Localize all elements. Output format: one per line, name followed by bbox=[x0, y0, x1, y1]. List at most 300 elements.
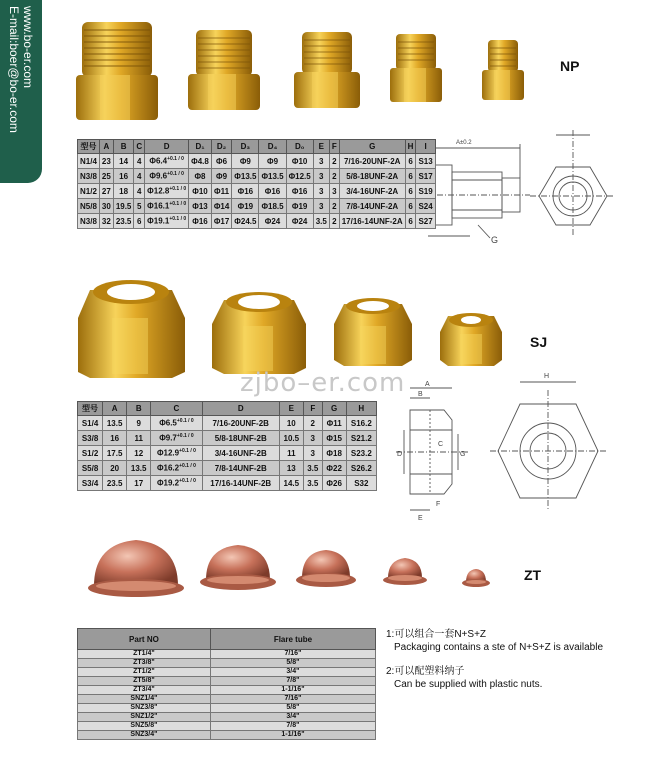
table-cell bbox=[259, 154, 286, 169]
cell-value: 3 bbox=[310, 433, 315, 443]
notes bbox=[386, 628, 603, 691]
table-cell bbox=[99, 214, 113, 229]
sj-drawing-label-g: G bbox=[460, 451, 466, 458]
table-cell bbox=[103, 461, 127, 476]
table-cell bbox=[202, 431, 279, 446]
cell-value: 10 bbox=[286, 418, 296, 428]
cell-value: 3/4-16UNF-2A bbox=[346, 186, 399, 196]
cell-value: 3.5 bbox=[307, 463, 319, 473]
table-cell bbox=[313, 214, 329, 229]
table-cell bbox=[145, 199, 189, 214]
cell-value: Φ16 bbox=[237, 186, 254, 196]
cell-value: Φ19 bbox=[291, 201, 308, 211]
cell-value: 14.5 bbox=[283, 478, 300, 488]
cell-value: 13.5 bbox=[106, 418, 123, 428]
table-cell bbox=[211, 169, 231, 184]
cell-value: 6 bbox=[408, 156, 413, 166]
table-row bbox=[78, 686, 376, 695]
cell-value: 13.5 bbox=[130, 463, 147, 473]
cell-value: 30 bbox=[101, 201, 111, 211]
tolerance-mark: +0.1 / 0 bbox=[179, 463, 196, 470]
cell-value: Φ10 bbox=[291, 156, 308, 166]
table-cell bbox=[232, 154, 259, 169]
table-cell bbox=[78, 476, 103, 491]
table-cell bbox=[189, 199, 212, 214]
cell-value: 25 bbox=[101, 171, 111, 181]
cell-value: Φ6.5 bbox=[159, 418, 177, 428]
sj-drawing-label-c: C bbox=[438, 441, 444, 448]
np-fitting-images bbox=[76, 22, 524, 120]
table-cell bbox=[329, 184, 339, 199]
table-row bbox=[78, 650, 376, 659]
np-header-cell: G bbox=[339, 140, 405, 154]
zt-header-cell: Flare tube bbox=[210, 629, 375, 650]
table-cell bbox=[99, 154, 113, 169]
table-cell bbox=[416, 214, 435, 229]
note-1-en: Packaging contains a ste of N+S+Z is available bbox=[394, 642, 604, 653]
np-drawing-label-g: G bbox=[491, 235, 499, 245]
cell-value: 2 bbox=[332, 156, 337, 166]
table-cell bbox=[346, 431, 376, 446]
cell-value: ZT3/8" bbox=[133, 659, 155, 666]
table-cell bbox=[313, 184, 329, 199]
zt-cap-5 bbox=[462, 569, 490, 587]
cell-value: N3/8 bbox=[80, 171, 97, 181]
table-cell bbox=[211, 184, 231, 199]
table-cell bbox=[78, 650, 211, 659]
np-fitting-5 bbox=[482, 40, 524, 100]
cell-value: 13 bbox=[286, 463, 296, 473]
watermark: zjbo–er.com bbox=[240, 368, 406, 398]
table-cell bbox=[339, 214, 405, 229]
table-cell bbox=[78, 722, 211, 731]
cell-value: N1/2 bbox=[80, 186, 97, 196]
cell-value: 6 bbox=[408, 216, 413, 226]
cell-value: S26.2 bbox=[350, 463, 372, 473]
tolerance-mark: +0.1 / 0 bbox=[169, 216, 187, 223]
cell-value: 7/16-20UNF-2B bbox=[212, 418, 269, 428]
table-cell bbox=[211, 214, 231, 229]
cell-value: 3.5 bbox=[307, 478, 319, 488]
cell-value: 23.5 bbox=[115, 216, 132, 226]
note-2-cn: 2:可以配塑料纳子 bbox=[386, 666, 465, 677]
table-cell bbox=[78, 184, 100, 199]
table-cell bbox=[78, 704, 211, 713]
table-cell bbox=[416, 199, 435, 214]
table-cell bbox=[145, 214, 189, 229]
cell-value: 3 bbox=[319, 186, 324, 196]
cell-value: Φ26 bbox=[326, 478, 342, 488]
cell-value: 3.5 bbox=[315, 216, 327, 226]
table-cell bbox=[189, 214, 212, 229]
cell-value: 4 bbox=[137, 156, 142, 166]
table-row bbox=[78, 431, 377, 446]
cell-value: 32 bbox=[101, 216, 111, 226]
sj-drawing-label-h: H bbox=[544, 373, 550, 380]
table-cell bbox=[78, 659, 211, 668]
cell-value: 19.5 bbox=[115, 201, 132, 211]
table-row bbox=[78, 169, 436, 184]
table-cell bbox=[322, 476, 346, 491]
table-cell bbox=[322, 431, 346, 446]
tolerance-mark: +0.1 / 0 bbox=[176, 418, 194, 425]
website-text: www.bo-er.com bbox=[21, 6, 35, 89]
cell-value: 11 bbox=[134, 433, 143, 443]
table-cell bbox=[189, 169, 212, 184]
sj-header-cell: F bbox=[303, 402, 322, 416]
table-cell bbox=[103, 416, 127, 431]
zt-header-cell: Part NO bbox=[78, 629, 211, 650]
cell-value: ZT1/2" bbox=[133, 668, 155, 675]
sj-spec-table bbox=[77, 401, 377, 491]
table-cell bbox=[151, 461, 202, 476]
cell-value: Φ13.5 bbox=[234, 171, 257, 181]
cell-value: SNZ1/2" bbox=[130, 713, 158, 720]
table-cell bbox=[151, 431, 202, 446]
table-cell bbox=[127, 476, 151, 491]
zt-cap-2 bbox=[200, 545, 276, 590]
table-cell bbox=[134, 169, 145, 184]
table-cell bbox=[103, 476, 127, 491]
np-header-cell: A bbox=[99, 140, 113, 154]
cell-value: 17/16-14UNF-2A bbox=[341, 216, 403, 226]
table-cell bbox=[405, 169, 416, 184]
np-header-cell: E bbox=[313, 140, 329, 154]
table-cell bbox=[202, 476, 279, 491]
table-cell bbox=[346, 461, 376, 476]
note-2-en: Can be supplied with plastic nuts. bbox=[394, 679, 543, 690]
table-cell bbox=[346, 446, 376, 461]
cell-value: 27 bbox=[101, 186, 111, 196]
table-cell bbox=[189, 184, 212, 199]
table-cell bbox=[99, 199, 113, 214]
cell-value: 6 bbox=[408, 201, 413, 211]
table-cell bbox=[113, 154, 134, 169]
cell-value: Φ19 bbox=[237, 201, 254, 211]
table-cell bbox=[313, 154, 329, 169]
cell-value: 7/8-14UNF-2A bbox=[346, 201, 399, 211]
cell-value: 10.5 bbox=[283, 433, 300, 443]
table-cell bbox=[286, 214, 313, 229]
table-cell bbox=[339, 154, 405, 169]
table-cell bbox=[405, 184, 416, 199]
table-cell bbox=[78, 431, 103, 446]
table-cell bbox=[210, 659, 375, 668]
table-cell bbox=[145, 154, 189, 169]
cell-value: Φ16.1 bbox=[147, 201, 170, 211]
table-cell bbox=[232, 184, 259, 199]
table-cell bbox=[259, 214, 286, 229]
table-cell bbox=[211, 199, 231, 214]
cell-value: Φ6 bbox=[216, 156, 228, 166]
cell-value: S13 bbox=[418, 156, 433, 166]
cell-value: Φ9 bbox=[267, 156, 279, 166]
cell-value: S27 bbox=[418, 216, 433, 226]
cell-value: Φ16 bbox=[192, 216, 208, 226]
cell-value: Φ12.5 bbox=[288, 171, 311, 181]
cell-value: N1/4 bbox=[80, 156, 97, 166]
cell-value: S16.2 bbox=[350, 418, 372, 428]
cell-value: 18 bbox=[119, 186, 129, 196]
cell-value: 5/8-18UNF-2A bbox=[346, 171, 399, 181]
cell-value: 3 bbox=[332, 186, 337, 196]
cell-value: Φ24 bbox=[291, 216, 308, 226]
table-cell bbox=[416, 154, 435, 169]
table-row bbox=[78, 416, 377, 431]
table-cell bbox=[303, 476, 322, 491]
table-cell bbox=[134, 154, 145, 169]
table-cell bbox=[78, 677, 211, 686]
cell-value: Φ6.4 bbox=[149, 156, 168, 166]
table-row bbox=[78, 476, 377, 491]
cell-value: 11 bbox=[287, 448, 296, 458]
cell-value: 17.5 bbox=[106, 448, 123, 458]
table-row bbox=[78, 722, 376, 731]
sj-header-cell: H bbox=[346, 402, 376, 416]
cell-value: N3/8 bbox=[80, 216, 97, 226]
sj-header-cell: G bbox=[322, 402, 346, 416]
table-row bbox=[78, 184, 436, 199]
cell-value: S21.2 bbox=[350, 433, 372, 443]
table-cell bbox=[127, 446, 151, 461]
table-cell bbox=[78, 169, 100, 184]
cell-value: SNZ3/4" bbox=[130, 731, 158, 738]
cell-value: 3/4" bbox=[286, 713, 300, 720]
cell-value: SNZ5/8" bbox=[130, 722, 158, 729]
cell-value: 3 bbox=[319, 156, 324, 166]
table-cell bbox=[329, 154, 339, 169]
np-header-cell: C bbox=[134, 140, 145, 154]
cell-value: 4 bbox=[137, 171, 142, 181]
np-fitting-2 bbox=[188, 30, 260, 110]
cell-value: 3/4-16UNF-2B bbox=[214, 448, 267, 458]
table-cell bbox=[346, 476, 376, 491]
cell-value: N5/8 bbox=[80, 201, 97, 211]
sj-header-cell: C bbox=[151, 402, 202, 416]
cell-value: 23 bbox=[101, 156, 111, 166]
table-cell bbox=[210, 695, 375, 704]
np-header-cell: D₀ bbox=[286, 140, 313, 154]
table-row bbox=[78, 677, 376, 686]
table-row bbox=[78, 446, 377, 461]
np-fitting-3 bbox=[294, 32, 360, 108]
cell-value: 7/16" bbox=[284, 695, 302, 702]
table-cell bbox=[286, 169, 313, 184]
np-spec-table bbox=[77, 139, 436, 229]
cell-value: 2 bbox=[332, 171, 337, 181]
table-cell bbox=[303, 431, 322, 446]
cell-value: 5/8" bbox=[286, 704, 300, 711]
cell-value: ZT1/4" bbox=[133, 650, 155, 657]
cell-value: 17 bbox=[134, 478, 144, 488]
table-cell bbox=[339, 199, 405, 214]
table-cell bbox=[210, 650, 375, 659]
table-cell bbox=[286, 199, 313, 214]
sj-header-cell: 型号 bbox=[78, 402, 103, 416]
np-drawing-label-a: A±0.2 bbox=[456, 140, 472, 146]
table-cell bbox=[279, 476, 303, 491]
table-cell bbox=[78, 199, 100, 214]
np-header-cell: 型号 bbox=[78, 140, 100, 154]
cell-value: 3 bbox=[310, 448, 315, 458]
cell-value: Φ9.6 bbox=[149, 171, 168, 181]
table-cell bbox=[78, 214, 100, 229]
cell-value: Φ11 bbox=[214, 186, 230, 196]
tolerance-mark: +0.1 / 0 bbox=[176, 433, 194, 440]
table-cell bbox=[103, 431, 127, 446]
table-cell bbox=[189, 154, 212, 169]
table-cell bbox=[78, 668, 211, 677]
table-cell bbox=[322, 461, 346, 476]
cell-value: Φ15 bbox=[326, 433, 342, 443]
cell-value: Φ13 bbox=[192, 201, 208, 211]
table-cell bbox=[113, 184, 134, 199]
cell-value: Φ16 bbox=[264, 186, 281, 196]
table-cell bbox=[78, 154, 100, 169]
cell-value: S19 bbox=[418, 186, 433, 196]
cell-value: 14 bbox=[119, 156, 129, 166]
table-cell bbox=[232, 214, 259, 229]
note-1-cn: 1:可以组合一套N+S+Z bbox=[386, 629, 487, 640]
cell-value: Φ9 bbox=[216, 171, 228, 181]
table-cell bbox=[279, 431, 303, 446]
table-cell bbox=[210, 677, 375, 686]
table-cell bbox=[210, 731, 375, 740]
cell-value: 3 bbox=[319, 171, 324, 181]
table-cell bbox=[134, 184, 145, 199]
table-cell bbox=[329, 169, 339, 184]
sj-header-cell: E bbox=[279, 402, 303, 416]
sj-nut-images bbox=[78, 280, 502, 378]
cell-value: 9 bbox=[136, 418, 141, 428]
cell-value: 16 bbox=[119, 171, 129, 181]
table-row bbox=[78, 461, 377, 476]
zt-spec-table bbox=[77, 628, 376, 740]
cell-value: 2 bbox=[332, 216, 337, 226]
np-fitting-4 bbox=[390, 34, 442, 102]
cell-value: 23.5 bbox=[106, 478, 123, 488]
table-cell bbox=[127, 461, 151, 476]
sj-header-cell: A bbox=[103, 402, 127, 416]
cell-value: S1/2 bbox=[81, 448, 99, 458]
cell-value: SNZ3/8" bbox=[130, 704, 158, 711]
table-cell bbox=[145, 169, 189, 184]
table-row bbox=[78, 695, 376, 704]
table-cell bbox=[232, 169, 259, 184]
cell-value: 3/4" bbox=[286, 668, 300, 675]
cell-value: S5/8 bbox=[81, 463, 99, 473]
zt-header-row bbox=[78, 629, 376, 650]
table-cell bbox=[259, 169, 286, 184]
sj-nut-1 bbox=[78, 280, 185, 378]
cell-value: 6 bbox=[408, 186, 413, 196]
np-header-row bbox=[78, 140, 436, 154]
cell-value: Φ10 bbox=[192, 186, 208, 196]
np-header-cell: D₁ bbox=[189, 140, 212, 154]
np-header-cell: F bbox=[329, 140, 339, 154]
table-cell bbox=[113, 214, 134, 229]
table-cell bbox=[286, 184, 313, 199]
sj-section-label: SJ bbox=[530, 334, 548, 350]
cell-value: 1-1/16" bbox=[281, 731, 305, 738]
cell-value: 12 bbox=[134, 448, 144, 458]
table-cell bbox=[78, 695, 211, 704]
table-cell bbox=[322, 416, 346, 431]
table-cell bbox=[416, 169, 435, 184]
cell-value: Φ24 bbox=[264, 216, 281, 226]
table-cell bbox=[232, 199, 259, 214]
table-cell bbox=[303, 461, 322, 476]
zt-cap-4 bbox=[383, 558, 427, 585]
np-header-cell: I bbox=[416, 140, 435, 154]
table-cell bbox=[405, 154, 416, 169]
table-cell bbox=[202, 461, 279, 476]
sj-header-cell: B bbox=[127, 402, 151, 416]
zt-cap-images bbox=[88, 540, 490, 597]
cell-value: ZT3/4" bbox=[133, 686, 155, 693]
table-cell bbox=[202, 416, 279, 431]
table-row bbox=[78, 154, 436, 169]
sj-nut-4 bbox=[440, 313, 502, 366]
cell-value: S1/4 bbox=[81, 418, 99, 428]
cell-value: 7/8-14UNF-2B bbox=[214, 463, 267, 473]
tolerance-mark: +0.1 / 0 bbox=[167, 156, 184, 163]
table-row bbox=[78, 214, 436, 229]
cell-value: S23.2 bbox=[350, 448, 372, 458]
email-text: E-mail:boer@bo-er.com bbox=[7, 6, 21, 133]
table-cell bbox=[78, 461, 103, 476]
cell-value: 16 bbox=[110, 433, 120, 443]
table-cell bbox=[210, 686, 375, 695]
table-cell bbox=[210, 722, 375, 731]
cell-value: S24 bbox=[418, 201, 433, 211]
cell-value: 4 bbox=[137, 186, 142, 196]
cell-value: 6 bbox=[408, 171, 413, 181]
cell-value: 7/16-20UNF-2A bbox=[343, 156, 401, 166]
cell-value: Φ4.8 bbox=[191, 156, 209, 166]
table-cell bbox=[127, 416, 151, 431]
table-cell bbox=[405, 214, 416, 229]
tolerance-mark: +0.1 / 0 bbox=[167, 171, 184, 178]
cell-value: Φ18 bbox=[326, 448, 342, 458]
cell-value: 6 bbox=[137, 216, 142, 226]
sj-header-row bbox=[78, 402, 377, 416]
cell-value: Φ19.2 bbox=[156, 478, 180, 488]
np-header-cell: B bbox=[113, 140, 134, 154]
cell-value: ZT5/8" bbox=[133, 677, 155, 684]
table-cell bbox=[339, 184, 405, 199]
sj-header-cell: D bbox=[202, 402, 279, 416]
cell-value: 2 bbox=[332, 201, 337, 211]
sj-nut-3 bbox=[334, 298, 412, 366]
table-cell bbox=[99, 169, 113, 184]
table-cell bbox=[322, 446, 346, 461]
table-cell bbox=[329, 199, 339, 214]
table-cell bbox=[151, 416, 202, 431]
table-cell bbox=[78, 416, 103, 431]
np-header-cell: D₄ bbox=[259, 140, 286, 154]
tolerance-mark: +0.1 / 0 bbox=[169, 186, 187, 193]
table-cell bbox=[279, 446, 303, 461]
cell-value: Φ11 bbox=[326, 418, 342, 428]
table-cell bbox=[313, 169, 329, 184]
table-cell bbox=[329, 214, 339, 229]
cell-value: Φ24.5 bbox=[234, 216, 257, 226]
cell-value: Φ8 bbox=[194, 171, 206, 181]
table-cell bbox=[78, 446, 103, 461]
table-cell bbox=[339, 169, 405, 184]
table-cell bbox=[303, 416, 322, 431]
